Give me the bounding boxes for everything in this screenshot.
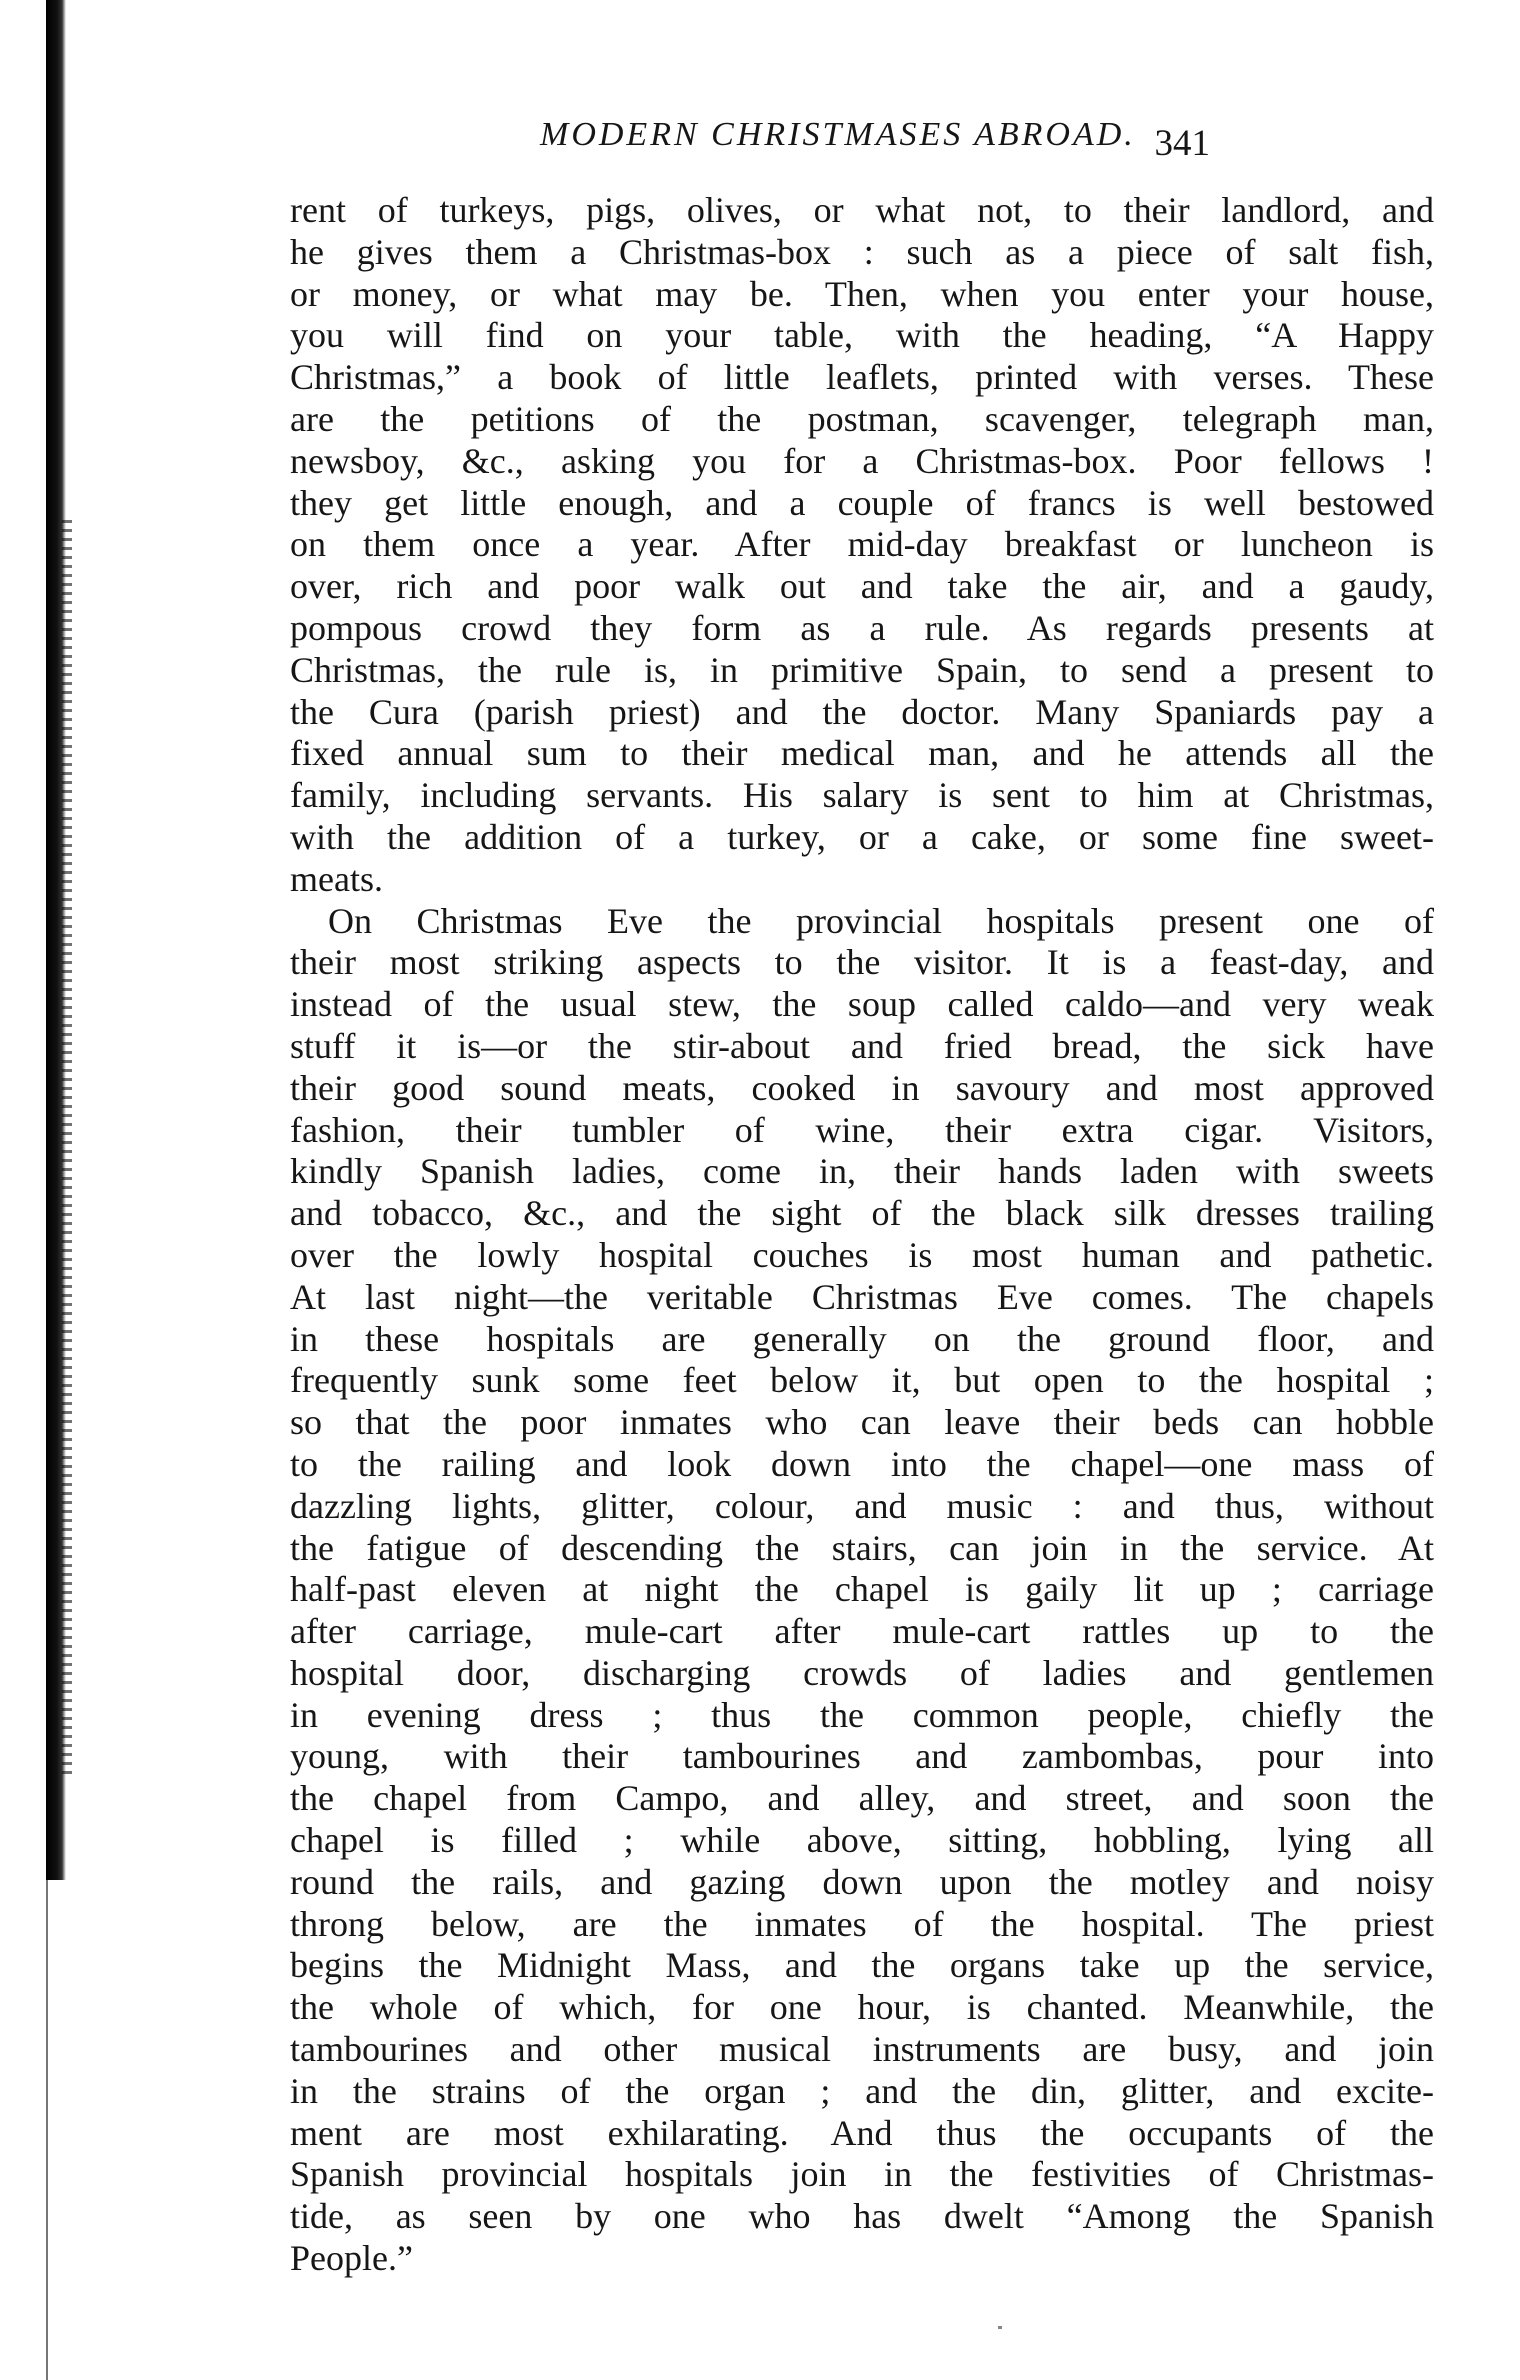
text-line: fixed annual sum to their medical man, and he attends all the bbox=[290, 733, 1434, 774]
text-line: rent of turkeys, pigs, olives, or what not, to their landlord, and bbox=[290, 190, 1434, 230]
text-line: in these hospitals are generally on the ground floor, and bbox=[290, 1318, 1434, 1359]
text-line: and tobacco, &c., and the sight of the black silk dresses trailing bbox=[290, 1193, 1434, 1234]
text-line: to the railing and look down into the chapel—one mass of bbox=[290, 1443, 1434, 1484]
binding-fringe bbox=[62, 520, 72, 1780]
text-line: stuff it is—or the stir-about and fried bread, the sick have bbox=[290, 1025, 1434, 1066]
text-line: they get little enough, and a couple of francs is well bestowed bbox=[290, 482, 1434, 523]
text-line: family, including servants. His salary is sent to him at Christmas, bbox=[290, 775, 1434, 816]
text-line: the fatigue of descending the stairs, can join in the service. At bbox=[290, 1527, 1434, 1568]
text-line: Christmas, the rule is, in primitive Spain, to send a present to bbox=[290, 649, 1434, 690]
text-line: fashion, their tumbler of wine, their extra cigar. Visitors, bbox=[290, 1109, 1434, 1150]
text-line: newsboy, &c., asking you for a Christmas-box. Poor fellows ! bbox=[290, 440, 1434, 481]
text-line: young, with their tambourines and zambombas, pour into bbox=[290, 1736, 1434, 1777]
text-line: throng below, are the inmates of the hospital. The priest bbox=[290, 1903, 1434, 1944]
text-line: hospital door, discharging crowds of ladies and gentlemen bbox=[290, 1652, 1434, 1693]
page-number: 341 bbox=[1154, 123, 1210, 164]
paragraph-end-line: meats. bbox=[290, 858, 383, 899]
text-line: the Cura (parish priest) and the doctor. Many Spaniards pay a bbox=[290, 691, 1434, 732]
text-line: chapel is filled ; while above, sitting, hobbling, lying all bbox=[290, 1820, 1434, 1861]
text-line: the chapel from Campo, and alley, and street, and soon the bbox=[290, 1778, 1434, 1819]
text-line: their most striking aspects to the visitor. It is a feast-day, and bbox=[290, 942, 1434, 983]
text-line: Christmas,” a book of little leaflets, printed with verses. These bbox=[290, 357, 1434, 398]
text-line: tambourines and other musical instruments are busy, and join bbox=[290, 2029, 1434, 2070]
text-line: are the petitions of the postman, scavenger, telegraph man, bbox=[290, 398, 1434, 439]
text-line: he gives them a Christmas-box : such as a piece of salt fish, bbox=[290, 231, 1434, 272]
text-line: over, rich and poor walk out and take the air, and a gaudy, bbox=[290, 566, 1434, 607]
text-line: so that the poor inmates who can leave their beds can hobble bbox=[290, 1402, 1434, 1443]
page-edge-line bbox=[46, 1880, 48, 2380]
text-line: their good sound meats, cooked in savoury and most approved bbox=[290, 1067, 1434, 1108]
text-line: frequently sunk some feet below it, but open to the hospital ; bbox=[290, 1360, 1434, 1401]
text-line: At last night—the veritable Christmas Eve comes. The chapels bbox=[290, 1276, 1434, 1317]
text-line: you will find on your table, with the heading, “A Happy bbox=[290, 315, 1434, 356]
text-line: or money, or what may be. Then, when you enter your house, bbox=[290, 273, 1434, 314]
ink-speck bbox=[998, 2326, 1002, 2329]
text-line: half-past eleven at night the chapel is gaily lit up ; carriage bbox=[290, 1569, 1434, 1610]
text-line: in evening dress ; thus the common people, chiefly the bbox=[290, 1694, 1434, 1735]
text-line: instead of the usual stew, the soup called caldo—and very weak bbox=[290, 984, 1434, 1025]
text-line: kindly Spanish ladies, come in, their hands laden with sweets bbox=[290, 1151, 1434, 1192]
running-head bbox=[290, 108, 1210, 168]
text-line: after carriage, mule-cart after mule-cart rattles up to the bbox=[290, 1611, 1434, 1652]
text-line: ment are most exhilarating. And thus the occupants of the bbox=[290, 2112, 1434, 2153]
text-line: on them once a year. After mid-day breakfast or luncheon is bbox=[290, 524, 1434, 565]
text-line: with the addition of a turkey, or a cake, or some fine sweet- bbox=[290, 816, 1434, 857]
paragraph-end-line: People.” bbox=[290, 2238, 413, 2279]
body-text bbox=[290, 190, 1434, 2280]
running-title: MODERN CHRISTMASES ABROAD. bbox=[540, 116, 1136, 153]
text-line: the whole of which, for one hour, is chanted. Meanwhile, the bbox=[290, 1987, 1434, 2028]
text-line: Spanish provincial hospitals join in the festivities of Christmas- bbox=[290, 2154, 1434, 2195]
text-line: begins the Midnight Mass, and the organs take up the service, bbox=[290, 1945, 1434, 1986]
text-line: pompous crowd they form as a rule. As regards presents at bbox=[290, 607, 1434, 648]
text-line: over the lowly hospital couches is most human and pathetic. bbox=[290, 1234, 1434, 1275]
text-line: dazzling lights, glitter, colour, and music : and thus, without bbox=[290, 1485, 1434, 1526]
text-line: round the rails, and gazing down upon the motley and noisy bbox=[290, 1861, 1434, 1902]
text-line: tide, as seen by one who has dwelt “Among the Spanish bbox=[290, 2196, 1434, 2237]
text-line: in the strains of the organ ; and the din, glitter, and excite- bbox=[290, 2070, 1434, 2111]
paragraph-first-line: On Christmas Eve the provincial hospitals present one of bbox=[328, 900, 1434, 941]
